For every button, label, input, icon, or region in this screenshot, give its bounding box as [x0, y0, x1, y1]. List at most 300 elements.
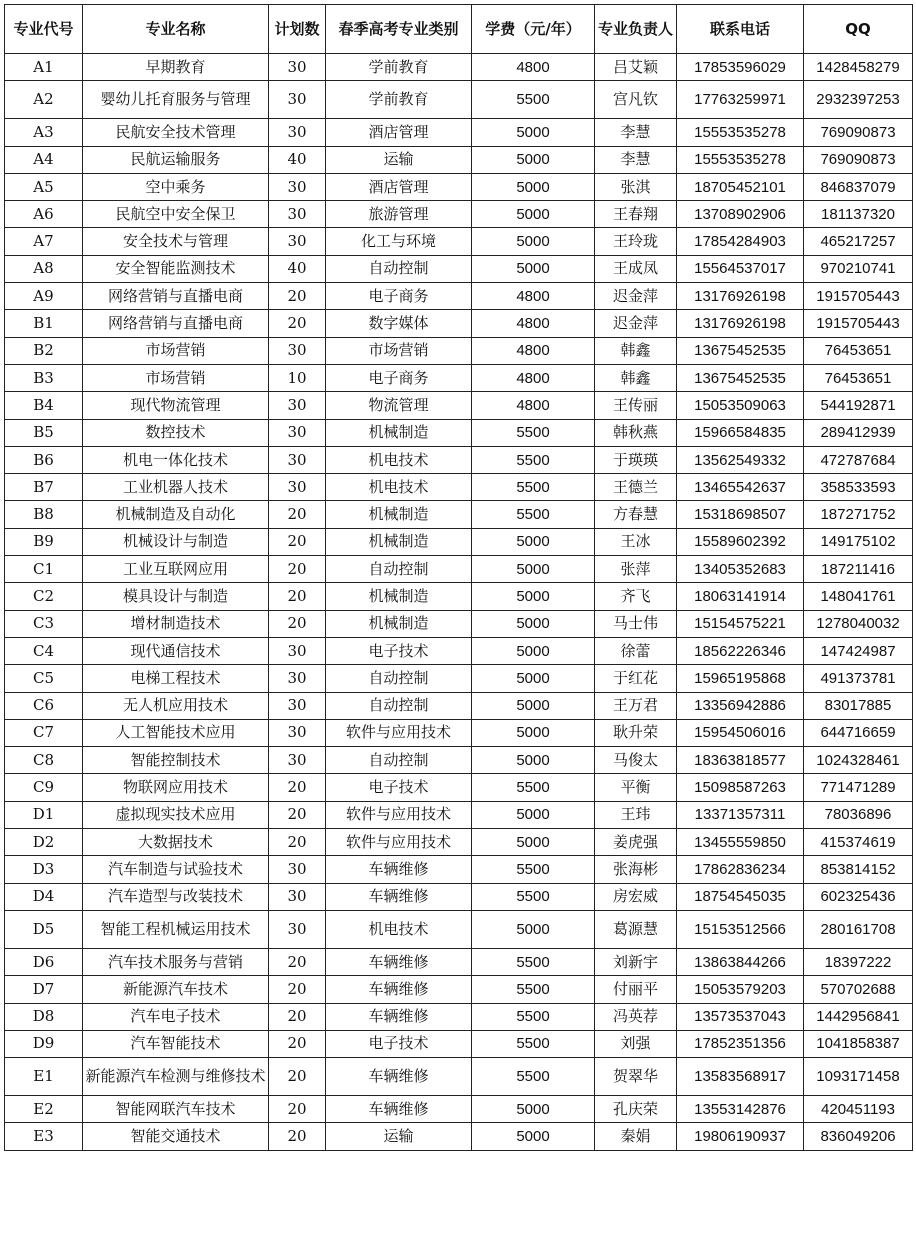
- cell-fee: 5500: [472, 774, 595, 801]
- cell-fee: 5000: [472, 528, 595, 555]
- cell-qq: 853814152: [804, 856, 913, 883]
- cell-phone: 13176926198: [677, 310, 804, 337]
- cell-phone: 13176926198: [677, 283, 804, 310]
- cell-major-name: 新能源汽车技术: [83, 976, 269, 1003]
- cell-category: 机械制造: [326, 610, 472, 637]
- cell-leader: 宫凡钦: [595, 81, 677, 119]
- cell-code: C2: [5, 583, 83, 610]
- cell-qq: 570702688: [804, 976, 913, 1003]
- cell-leader: 王成凤: [595, 255, 677, 282]
- cell-major-name: 大数据技术: [83, 829, 269, 856]
- table-row: [5, 474, 913, 501]
- cell-plan: 30: [269, 419, 326, 446]
- cell-leader: 于红花: [595, 665, 677, 692]
- cell-plan: 30: [269, 81, 326, 119]
- cell-code: A1: [5, 54, 83, 81]
- cell-code: E3: [5, 1123, 83, 1150]
- cell-plan: 20: [269, 829, 326, 856]
- table-row: [5, 446, 913, 473]
- cell-plan: 20: [269, 501, 326, 528]
- cell-phone: 13405352683: [677, 556, 804, 583]
- table-row: [5, 801, 913, 828]
- cell-leader: 张海彬: [595, 856, 677, 883]
- cell-phone: 15553535278: [677, 119, 804, 146]
- cell-code: D1: [5, 801, 83, 828]
- cell-fee: 5500: [472, 856, 595, 883]
- cell-qq: 1093171458: [804, 1058, 913, 1096]
- cell-plan: 20: [269, 1058, 326, 1096]
- cell-category: 运输: [326, 146, 472, 173]
- cell-phone: 13553142876: [677, 1096, 804, 1123]
- cell-phone: 17763259971: [677, 81, 804, 119]
- cell-category: 机电技术: [326, 910, 472, 948]
- cell-qq: 280161708: [804, 910, 913, 948]
- cell-plan: 20: [269, 1123, 326, 1150]
- cell-plan: 30: [269, 910, 326, 948]
- cell-phone: 17853596029: [677, 54, 804, 81]
- cell-major-name: 网络营销与直播电商: [83, 310, 269, 337]
- cell-major-name: 市场营销: [83, 364, 269, 391]
- cell-category: 酒店管理: [326, 173, 472, 200]
- header-phone: 联系电话: [677, 5, 804, 54]
- table-row: [5, 119, 913, 146]
- cell-phone: 15053579203: [677, 976, 804, 1003]
- cell-code: A7: [5, 228, 83, 255]
- cell-leader: 付丽平: [595, 976, 677, 1003]
- cell-fee: 4800: [472, 337, 595, 364]
- cell-category: 机械制造: [326, 501, 472, 528]
- cell-qq: 76453651: [804, 364, 913, 391]
- table-row: [5, 910, 913, 948]
- cell-phone: 13863844266: [677, 948, 804, 975]
- cell-code: C5: [5, 665, 83, 692]
- cell-plan: 20: [269, 774, 326, 801]
- cell-major-name: 网络营销与直播电商: [83, 283, 269, 310]
- cell-code: A5: [5, 173, 83, 200]
- cell-leader: 迟金萍: [595, 283, 677, 310]
- cell-plan: 40: [269, 146, 326, 173]
- cell-phone: 13562549332: [677, 446, 804, 473]
- cell-major-name: 机电一体化技术: [83, 446, 269, 473]
- table-body: [5, 54, 913, 1151]
- cell-category: 市场营销: [326, 337, 472, 364]
- cell-category: 物流管理: [326, 392, 472, 419]
- cell-category: 自动控制: [326, 747, 472, 774]
- cell-leader: 平衡: [595, 774, 677, 801]
- cell-category: 车辆维修: [326, 1058, 472, 1096]
- cell-major-name: 汽车智能技术: [83, 1030, 269, 1057]
- cell-category: 车辆维修: [326, 883, 472, 910]
- cell-plan: 20: [269, 1003, 326, 1030]
- cell-phone: 19806190937: [677, 1123, 804, 1150]
- cell-category: 运输: [326, 1123, 472, 1150]
- cell-phone: 15966584835: [677, 419, 804, 446]
- table-row: [5, 228, 913, 255]
- cell-fee: 5000: [472, 1123, 595, 1150]
- cell-leader: 齐飞: [595, 583, 677, 610]
- cell-qq: 147424987: [804, 637, 913, 664]
- cell-leader: 贺翠华: [595, 1058, 677, 1096]
- cell-phone: 15553535278: [677, 146, 804, 173]
- cell-leader: 王玮: [595, 801, 677, 828]
- cell-qq: 2932397253: [804, 81, 913, 119]
- cell-fee: 5000: [472, 201, 595, 228]
- cell-category: 机电技术: [326, 446, 472, 473]
- cell-fee: 5500: [472, 976, 595, 1003]
- cell-qq: 18397222: [804, 948, 913, 975]
- cell-leader: 吕艾颖: [595, 54, 677, 81]
- cell-major-name: 民航空中安全保卫: [83, 201, 269, 228]
- cell-major-name: 电梯工程技术: [83, 665, 269, 692]
- cell-code: C4: [5, 637, 83, 664]
- cell-category: 软件与应用技术: [326, 719, 472, 746]
- cell-qq: 76453651: [804, 337, 913, 364]
- cell-fee: 5000: [472, 173, 595, 200]
- cell-major-name: 数控技术: [83, 419, 269, 446]
- cell-code: B5: [5, 419, 83, 446]
- cell-category: 软件与应用技术: [326, 829, 472, 856]
- cell-major-name: 智能工程机械运用技术: [83, 910, 269, 948]
- cell-plan: 20: [269, 283, 326, 310]
- cell-plan: 20: [269, 1030, 326, 1057]
- cell-qq: 420451193: [804, 1096, 913, 1123]
- cell-plan: 20: [269, 310, 326, 337]
- cell-leader: 孔庆荣: [595, 1096, 677, 1123]
- cell-fee: 4800: [472, 310, 595, 337]
- cell-phone: 13573537043: [677, 1003, 804, 1030]
- cell-qq: 836049206: [804, 1123, 913, 1150]
- cell-plan: 30: [269, 883, 326, 910]
- cell-category: 机械制造: [326, 528, 472, 555]
- cell-fee: 5000: [472, 692, 595, 719]
- cell-code: B3: [5, 364, 83, 391]
- cell-code: D4: [5, 883, 83, 910]
- cell-major-name: 工业互联网应用: [83, 556, 269, 583]
- table-row: [5, 948, 913, 975]
- cell-category: 机械制造: [326, 419, 472, 446]
- cell-code: B7: [5, 474, 83, 501]
- table-row: [5, 310, 913, 337]
- table-row: [5, 283, 913, 310]
- cell-fee: 5000: [472, 801, 595, 828]
- cell-code: A8: [5, 255, 83, 282]
- cell-code: E2: [5, 1096, 83, 1123]
- cell-code: D3: [5, 856, 83, 883]
- cell-phone: 18705452101: [677, 173, 804, 200]
- header-qq: QQ: [804, 5, 913, 54]
- cell-plan: 30: [269, 637, 326, 664]
- cell-category: 软件与应用技术: [326, 801, 472, 828]
- cell-fee: 5500: [472, 446, 595, 473]
- cell-leader: 张萍: [595, 556, 677, 583]
- cell-leader: 张淇: [595, 173, 677, 200]
- cell-leader: 房宏威: [595, 883, 677, 910]
- cell-category: 自动控制: [326, 692, 472, 719]
- cell-phone: 17852351356: [677, 1030, 804, 1057]
- cell-plan: 30: [269, 173, 326, 200]
- header-leader: 专业负责人: [595, 5, 677, 54]
- cell-major-name: 虚拟现实技术应用: [83, 801, 269, 828]
- cell-code: D7: [5, 976, 83, 1003]
- table-row: [5, 1030, 913, 1057]
- cell-leader: 徐蕾: [595, 637, 677, 664]
- cell-fee: 5000: [472, 665, 595, 692]
- cell-leader: 王传丽: [595, 392, 677, 419]
- cell-qq: 1915705443: [804, 283, 913, 310]
- cell-leader: 王德兰: [595, 474, 677, 501]
- cell-phone: 18363818577: [677, 747, 804, 774]
- cell-plan: 30: [269, 474, 326, 501]
- cell-major-name: 人工智能技术应用: [83, 719, 269, 746]
- cell-fee: 5000: [472, 119, 595, 146]
- cell-code: C9: [5, 774, 83, 801]
- cell-plan: 30: [269, 392, 326, 419]
- cell-code: A4: [5, 146, 83, 173]
- cell-plan: 20: [269, 610, 326, 637]
- table-row: [5, 610, 913, 637]
- table-row: [5, 528, 913, 555]
- cell-major-name: 汽车电子技术: [83, 1003, 269, 1030]
- cell-leader: 李慧: [595, 119, 677, 146]
- cell-qq: 289412939: [804, 419, 913, 446]
- cell-major-name: 民航安全技术管理: [83, 119, 269, 146]
- cell-fee: 5500: [472, 1058, 595, 1096]
- table-row: [5, 976, 913, 1003]
- cell-leader: 韩秋燕: [595, 419, 677, 446]
- cell-phone: 13675452535: [677, 337, 804, 364]
- table-row: [5, 1058, 913, 1096]
- cell-category: 自动控制: [326, 255, 472, 282]
- cell-leader: 王玲珑: [595, 228, 677, 255]
- table-row: [5, 774, 913, 801]
- cell-category: 车辆维修: [326, 1096, 472, 1123]
- cell-fee: 5000: [472, 556, 595, 583]
- table-row: [5, 392, 913, 419]
- cell-leader: 马俊太: [595, 747, 677, 774]
- cell-plan: 20: [269, 948, 326, 975]
- cell-fee: 5000: [472, 1096, 595, 1123]
- cell-plan: 20: [269, 556, 326, 583]
- cell-fee: 5000: [472, 910, 595, 948]
- cell-fee: 5000: [472, 583, 595, 610]
- cell-leader: 刘新宇: [595, 948, 677, 975]
- cell-code: B2: [5, 337, 83, 364]
- cell-code: B4: [5, 392, 83, 419]
- table-row: [5, 364, 913, 391]
- cell-fee: 5500: [472, 474, 595, 501]
- cell-fee: 5000: [472, 228, 595, 255]
- cell-qq: 149175102: [804, 528, 913, 555]
- cell-plan: 30: [269, 692, 326, 719]
- cell-fee: 5000: [472, 747, 595, 774]
- cell-major-name: 机械设计与制造: [83, 528, 269, 555]
- cell-qq: 83017885: [804, 692, 913, 719]
- cell-code: B9: [5, 528, 83, 555]
- enrollment-table: [4, 4, 913, 1151]
- cell-plan: 30: [269, 665, 326, 692]
- table-row: [5, 692, 913, 719]
- cell-category: 车辆维修: [326, 948, 472, 975]
- cell-leader: 迟金萍: [595, 310, 677, 337]
- cell-code: E1: [5, 1058, 83, 1096]
- cell-major-name: 模具设计与制造: [83, 583, 269, 610]
- cell-code: B8: [5, 501, 83, 528]
- cell-qq: 491373781: [804, 665, 913, 692]
- table-row: [5, 556, 913, 583]
- cell-qq: 181137320: [804, 201, 913, 228]
- cell-category: 学前教育: [326, 81, 472, 119]
- cell-fee: 5000: [472, 829, 595, 856]
- cell-category: 机械制造: [326, 583, 472, 610]
- cell-code: D5: [5, 910, 83, 948]
- cell-major-name: 现代物流管理: [83, 392, 269, 419]
- cell-major-name: 汽车技术服务与营销: [83, 948, 269, 975]
- cell-code: D8: [5, 1003, 83, 1030]
- cell-plan: 20: [269, 528, 326, 555]
- cell-major-name: 安全技术与管理: [83, 228, 269, 255]
- cell-leader: 冯英荐: [595, 1003, 677, 1030]
- cell-qq: 1024328461: [804, 747, 913, 774]
- cell-fee: 5000: [472, 146, 595, 173]
- cell-qq: 187211416: [804, 556, 913, 583]
- cell-major-name: 空中乘务: [83, 173, 269, 200]
- cell-code: A2: [5, 81, 83, 119]
- cell-code: A9: [5, 283, 83, 310]
- cell-category: 自动控制: [326, 556, 472, 583]
- table-row: [5, 883, 913, 910]
- cell-leader: 王冰: [595, 528, 677, 555]
- cell-fee: 5500: [472, 1003, 595, 1030]
- cell-phone: 15965195868: [677, 665, 804, 692]
- table-row: [5, 501, 913, 528]
- cell-fee: 5500: [472, 81, 595, 119]
- cell-plan: 30: [269, 201, 326, 228]
- table-row: [5, 1003, 913, 1030]
- cell-leader: 姜虎强: [595, 829, 677, 856]
- cell-qq: 472787684: [804, 446, 913, 473]
- table-row: [5, 54, 913, 81]
- cell-major-name: 市场营销: [83, 337, 269, 364]
- cell-qq: 970210741: [804, 255, 913, 282]
- cell-major-name: 增材制造技术: [83, 610, 269, 637]
- cell-fee: 4800: [472, 392, 595, 419]
- cell-category: 电子技术: [326, 637, 472, 664]
- cell-plan: 30: [269, 446, 326, 473]
- cell-qq: 1041858387: [804, 1030, 913, 1057]
- cell-plan: 30: [269, 228, 326, 255]
- cell-major-name: 婴幼儿托育服务与管理: [83, 81, 269, 119]
- cell-qq: 1278040032: [804, 610, 913, 637]
- cell-major-name: 机械制造及自动化: [83, 501, 269, 528]
- header-code: 专业代号: [5, 5, 83, 54]
- cell-fee: 5500: [472, 501, 595, 528]
- table-row: [5, 255, 913, 282]
- cell-category: 车辆维修: [326, 976, 472, 1003]
- cell-leader: 葛源慧: [595, 910, 677, 948]
- cell-leader: 刘强: [595, 1030, 677, 1057]
- table-row: [5, 146, 913, 173]
- cell-fee: 4800: [472, 364, 595, 391]
- cell-major-name: 汽车造型与改装技术: [83, 883, 269, 910]
- cell-phone: 15318698507: [677, 501, 804, 528]
- cell-category: 酒店管理: [326, 119, 472, 146]
- table-row: [5, 583, 913, 610]
- header-category: 春季高考专业类别: [326, 5, 472, 54]
- header-fee: 学费（元/年）: [472, 5, 595, 54]
- cell-major-name: 现代通信技术: [83, 637, 269, 664]
- cell-phone: 13675452535: [677, 364, 804, 391]
- cell-major-name: 智能网联汽车技术: [83, 1096, 269, 1123]
- cell-phone: 17862836234: [677, 856, 804, 883]
- cell-category: 学前教育: [326, 54, 472, 81]
- cell-plan: 30: [269, 747, 326, 774]
- cell-category: 机电技术: [326, 474, 472, 501]
- table-row: [5, 637, 913, 664]
- cell-code: C3: [5, 610, 83, 637]
- cell-leader: 韩鑫: [595, 364, 677, 391]
- cell-code: A3: [5, 119, 83, 146]
- cell-fee: 5500: [472, 883, 595, 910]
- cell-qq: 1442956841: [804, 1003, 913, 1030]
- cell-phone: 17854284903: [677, 228, 804, 255]
- cell-leader: 韩鑫: [595, 337, 677, 364]
- cell-fee: 5000: [472, 610, 595, 637]
- cell-qq: 602325436: [804, 883, 913, 910]
- cell-major-name: 智能控制技术: [83, 747, 269, 774]
- cell-plan: 20: [269, 1096, 326, 1123]
- cell-code: C1: [5, 556, 83, 583]
- cell-qq: 148041761: [804, 583, 913, 610]
- cell-category: 化工与环境: [326, 228, 472, 255]
- cell-major-name: 早期教育: [83, 54, 269, 81]
- cell-phone: 13708902906: [677, 201, 804, 228]
- cell-category: 电子商务: [326, 283, 472, 310]
- cell-fee: 5500: [472, 419, 595, 446]
- cell-fee: 5500: [472, 1030, 595, 1057]
- cell-category: 电子技术: [326, 1030, 472, 1057]
- table-row: [5, 1123, 913, 1150]
- table-row: [5, 856, 913, 883]
- cell-plan: 20: [269, 976, 326, 1003]
- cell-code: C7: [5, 719, 83, 746]
- table-row: [5, 719, 913, 746]
- cell-major-name: 安全智能监测技术: [83, 255, 269, 282]
- cell-phone: 15589602392: [677, 528, 804, 555]
- cell-qq: 187271752: [804, 501, 913, 528]
- cell-plan: 30: [269, 719, 326, 746]
- cell-phone: 13356942886: [677, 692, 804, 719]
- cell-major-name: 汽车制造与试验技术: [83, 856, 269, 883]
- cell-major-name: 物联网应用技术: [83, 774, 269, 801]
- cell-code: A6: [5, 201, 83, 228]
- cell-plan: 40: [269, 255, 326, 282]
- cell-phone: 15053509063: [677, 392, 804, 419]
- cell-fee: 4800: [472, 283, 595, 310]
- cell-major-name: 智能交通技术: [83, 1123, 269, 1150]
- cell-fee: 5000: [472, 255, 595, 282]
- cell-category: 车辆维修: [326, 856, 472, 883]
- header-name: 专业名称: [83, 5, 269, 54]
- cell-plan: 10: [269, 364, 326, 391]
- header-row: [5, 5, 913, 54]
- table-row: [5, 201, 913, 228]
- table-row: [5, 829, 913, 856]
- cell-plan: 30: [269, 856, 326, 883]
- cell-fee: 5500: [472, 948, 595, 975]
- table-row: [5, 665, 913, 692]
- cell-leader: 马士伟: [595, 610, 677, 637]
- cell-plan: 30: [269, 54, 326, 81]
